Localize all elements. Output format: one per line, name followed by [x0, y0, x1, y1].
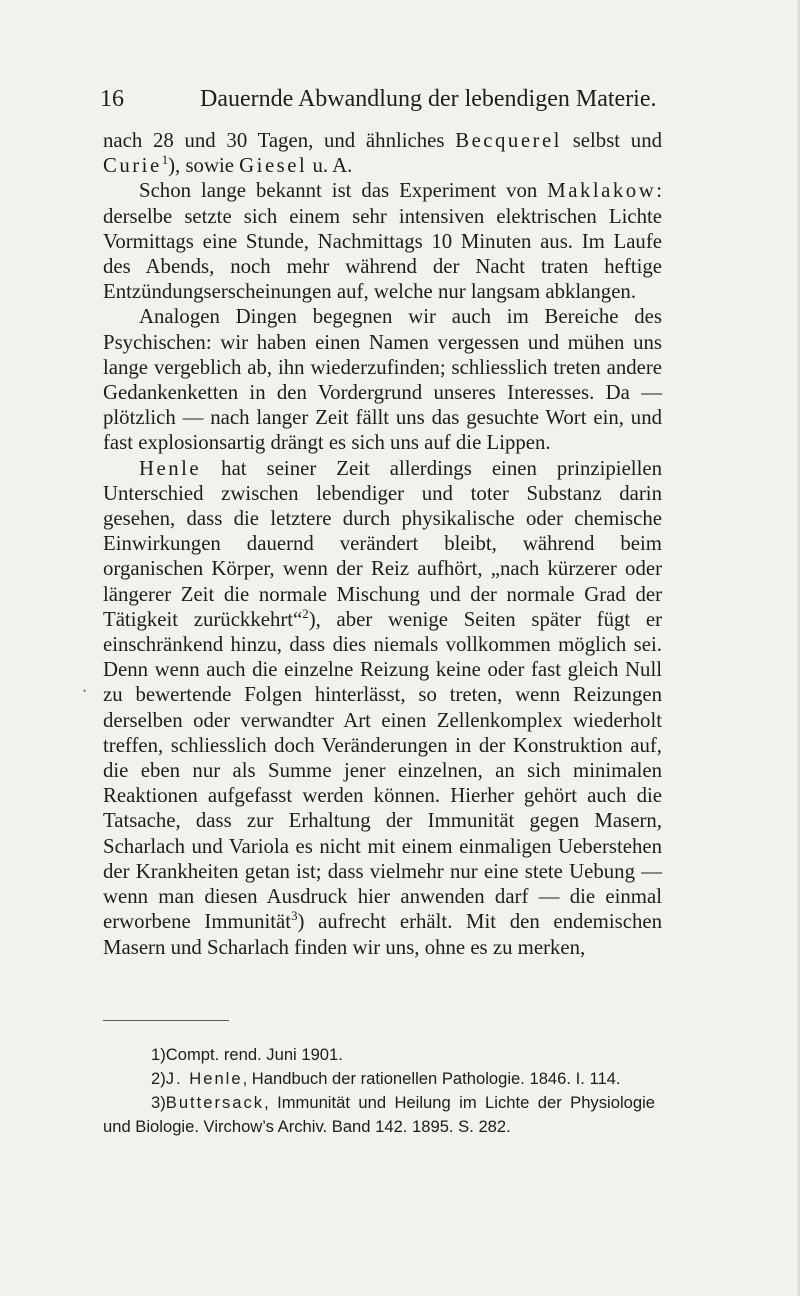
paragraph-1: [103, 128, 662, 178]
paragraph-1-text-d: u. A.: [307, 154, 353, 178]
page-header: [100, 86, 660, 118]
footnote-1: [103, 1043, 655, 1067]
footnote-ref-3: 3: [291, 909, 298, 924]
footnote-3-author: Buttersack: [165, 1093, 265, 1112]
body-text: [103, 128, 662, 960]
name-becquerel: Becquerel: [455, 129, 562, 152]
paragraph-4-text-c: ) aufrecht erhält. Mit den endemischen Masern und Scharlach finden wir uns, ohne es zu merken,: [103, 910, 662, 959]
paragraph-1-text-a: nach 28 und 30 Tagen, und ähnliches: [103, 129, 456, 152]
page-edge-shadow: [796, 0, 800, 1296]
footnotes: [103, 1043, 655, 1139]
footnote-3-number: 3): [151, 1093, 166, 1112]
name-maklakow: Maklakow: [547, 179, 657, 203]
margin-mark: •: [83, 686, 87, 696]
paragraph-2-text-b: : derselbe setzte sich einem sehr intensiven elektrischen Lichte Vormittags eine Stunde, Nachmittags 10 Minuten aus. Im Laufe des Abends, noch mehr während der Nacht traten heftige Entzündungserscheinungen auf, welche nur langsam abklangen.: [103, 179, 662, 304]
name-curie: Curie: [103, 154, 162, 178]
footnote-1-number: 1): [151, 1045, 166, 1064]
footnote-divider: [103, 1020, 229, 1021]
footnote-2-text: , Handbuch der rationellen Pathologie. 1846. I. 114.: [242, 1069, 621, 1088]
footnote-ref-2: 2: [302, 606, 309, 621]
name-henle: Henle: [139, 456, 202, 480]
footnote-2-number: 2): [151, 1069, 166, 1088]
paragraph-2: [103, 178, 662, 304]
page-number: 16: [100, 86, 124, 112]
paragraph-2-text-a: Schon lange bekannt ist das Experiment von: [139, 179, 548, 203]
footnote-ref-1: 1: [161, 153, 169, 168]
footnote-2-author: J. Henle: [165, 1069, 243, 1088]
running-head: Dauernde Abwandlung der lebendigen Materie.: [200, 86, 657, 112]
footnote-1-text: Compt. rend. Juni 1901.: [165, 1045, 343, 1064]
paragraph-1-text-b: selbst und: [561, 129, 662, 152]
footnote-3: [103, 1091, 655, 1139]
footnote-3-text: , Immunität und Heilung im Lichte der Physiologie und Biologie. Virchow’s Archiv. Band 142. 1895. S. 282.: [103, 1093, 655, 1136]
name-giesel: Giesel: [239, 154, 308, 178]
paragraph-4-text-b: ), aber wenige Seiten später fügt er einschränkend hinzu, dass dies niemals vollkommen möglich sei. Denn wenn auch die einzelne Reizung keine oder fast gleich Null zu bewertende Folgen hinterlässt, so treten, wenn Reizungen derselben oder verwandter Art einen Zellenkomplex wiederholt treffen, schliesslich doch Veränderungen in der Konstruktion auf, die eben nur als Summe jener einzelnen, an sich minimalen Reaktionen aufgefasst werden können. Hierher gehört auch die Tatsache, dass zur Erhaltung der Immunität gegen Masern, Scharlach und Variola es nicht mit einem einmaligen Ueberstehen der Krankheiten getan ist; dass vielmehr nur eine stete Uebung — wenn man diesen Ausdruck hier anwenden darf — die einmal erworbene Immunität: [103, 607, 662, 934]
paragraph-4: [103, 456, 662, 960]
paragraph-3: Analogen Dingen begegnen wir auch im Bereiche des Psychischen: wir haben einen Namen vergessen und mühen uns lange vergeblich ab, ihn wiederzufinden; schliesslich treten andere Gedankenketten in den Vordergrund unseres Interesses. Da — plötzlich — nach langer Zeit fällt uns das gesuchte Wort ein, und fast explosionsartig drängt es sich uns auf die Lippen.: [103, 305, 662, 455]
paragraph-4-text-a: hat seiner Zeit allerdings einen prinzipiellen Unterschied zwischen lebendiger und toter Substanz darin gesehen, dass die letztere durch physikalische oder chemische Einwirkungen dauernd verändert bleibt, während beim organischen Körper, wenn der Reiz aufhört, „nach kürzerer oder längerer Zeit die normale Mischung und der normale Grad der Tätigkeit zurückkehrt“: [103, 456, 662, 631]
footnote-2: [103, 1067, 655, 1091]
paragraph-1-text-c: ), sowie: [168, 154, 240, 178]
